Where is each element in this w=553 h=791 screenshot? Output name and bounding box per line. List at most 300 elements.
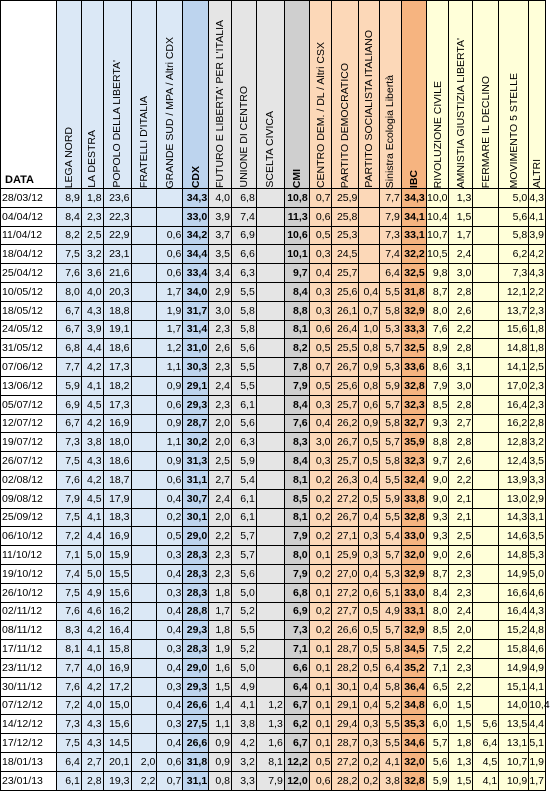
value-cell: 8,4: [284, 282, 309, 301]
value-cell: 0,3: [359, 546, 380, 565]
value-cell: 30,2: [183, 433, 209, 452]
value-cell: 16,9: [103, 414, 131, 433]
value-cell: 0,4: [309, 264, 332, 283]
value-cell: 6,3: [231, 433, 256, 452]
value-cell: 6,7: [284, 734, 309, 753]
value-cell: 5,0: [529, 564, 546, 583]
value-cell: 2,4: [449, 245, 473, 264]
value-cell: [131, 207, 157, 226]
value-cell: 4,3: [529, 602, 546, 621]
value-cell: 2,3: [209, 320, 232, 339]
value-cell: 35,3: [401, 715, 426, 734]
value-cell: 32,5: [401, 264, 426, 283]
value-cell: 1,7: [209, 602, 232, 621]
value-cell: 30,1: [183, 508, 209, 527]
value-cell: [473, 621, 499, 640]
value-cell: 4,0: [81, 658, 103, 677]
value-cell: 2,5: [529, 358, 546, 377]
value-cell: 6,3: [231, 264, 256, 283]
value-cell: 15,8: [103, 640, 131, 659]
value-cell: 7,3: [380, 226, 402, 245]
table-row: [1, 207, 546, 226]
value-cell: 33,1: [401, 226, 426, 245]
date-cell: 14/12/12: [1, 715, 57, 734]
value-cell: [131, 546, 157, 565]
value-cell: 3,9: [209, 207, 232, 226]
table-row: [1, 226, 546, 245]
value-cell: 26,2: [332, 414, 359, 433]
value-cell: 34,2: [183, 226, 209, 245]
value-cell: 7,5: [56, 508, 81, 527]
value-cell: [473, 489, 499, 508]
value-cell: 2,3: [209, 546, 232, 565]
table-body: [1, 189, 550, 791]
value-cell: 4,2: [81, 470, 103, 489]
value-cell: 10,6: [284, 226, 309, 245]
value-cell: 18,6: [103, 339, 131, 358]
value-cell: 8,1: [284, 470, 309, 489]
value-cell: 3,5: [209, 245, 232, 264]
table-row: [1, 715, 546, 734]
value-cell: 10,5: [426, 245, 449, 264]
value-cell: 2,3: [529, 301, 546, 320]
value-cell: 2,3: [529, 395, 546, 414]
value-cell: 5,0: [499, 189, 529, 208]
value-cell: 1,5: [209, 677, 232, 696]
value-cell: 7,3: [284, 621, 309, 640]
value-cell: 0,1: [309, 583, 332, 602]
value-cell: 7,6: [56, 264, 81, 283]
value-cell: 29,0: [183, 527, 209, 546]
value-cell: 13,5: [499, 715, 529, 734]
value-cell: 5,3: [380, 320, 402, 339]
value-cell: 1,7: [449, 226, 473, 245]
value-cell: 6,6: [284, 658, 309, 677]
value-cell: 7,5: [56, 734, 81, 753]
value-cell: 0,6: [157, 470, 183, 489]
value-cell: 17,2: [103, 677, 131, 696]
value-cell: 18,6: [103, 452, 131, 471]
value-cell: [359, 245, 380, 264]
value-cell: [256, 564, 284, 583]
value-cell: 0,5: [359, 452, 380, 471]
value-cell: 16,9: [103, 527, 131, 546]
value-cell: 0,4: [359, 282, 380, 301]
value-cell: 33,0: [183, 207, 209, 226]
value-cell: 11,3: [284, 207, 309, 226]
value-cell: 32,9: [401, 564, 426, 583]
value-cell: 3,0: [309, 433, 332, 452]
value-cell: 5,8: [499, 226, 529, 245]
value-cell: 13,9: [499, 470, 529, 489]
date-cell: 05/07/12: [1, 395, 57, 414]
value-cell: 25,5: [332, 339, 359, 358]
value-cell: 5,9: [380, 376, 402, 395]
value-cell: 32,3: [401, 452, 426, 471]
value-cell: 12,0: [284, 771, 309, 790]
value-cell: 32,9: [401, 621, 426, 640]
value-cell: [131, 414, 157, 433]
value-cell: 2,3: [209, 395, 232, 414]
value-cell: 5,6: [231, 414, 256, 433]
value-cell: 5,9: [231, 452, 256, 471]
value-cell: [473, 452, 499, 471]
table-row: [1, 452, 546, 471]
value-cell: 7,4: [56, 564, 81, 583]
value-cell: 5,8: [380, 414, 402, 433]
value-cell: 15,2: [499, 621, 529, 640]
value-cell: 15,6: [103, 583, 131, 602]
value-cell: 2,6: [449, 301, 473, 320]
table-row: [1, 677, 546, 696]
value-cell: 4,1: [81, 640, 103, 659]
value-cell: 10,4: [529, 696, 546, 715]
value-cell: 16,2: [499, 414, 529, 433]
value-cell: 0,5: [359, 658, 380, 677]
value-cell: 14,0: [499, 696, 529, 715]
value-cell: 1,8: [529, 320, 546, 339]
value-cell: 26,3: [332, 470, 359, 489]
col-header-pd: PARTITO DEMOCRATICO: [332, 1, 359, 189]
value-cell: 4,1: [81, 376, 103, 395]
value-cell: 2,6: [449, 452, 473, 471]
value-cell: [473, 264, 499, 283]
value-cell: 0,9: [209, 752, 232, 771]
date-cell: 07/06/12: [1, 358, 57, 377]
date-cell: 09/08/12: [1, 489, 57, 508]
value-cell: 7,5: [426, 640, 449, 659]
date-header: DATA: [1, 1, 57, 189]
value-cell: 6,1: [56, 771, 81, 790]
value-cell: 0,7: [157, 771, 183, 790]
value-cell: 5,6: [473, 715, 499, 734]
value-cell: 5,8: [380, 452, 402, 471]
value-cell: 3,8: [81, 433, 103, 452]
table-row: [1, 602, 546, 621]
value-cell: 4,3: [81, 452, 103, 471]
value-cell: [473, 564, 499, 583]
value-cell: 0,2: [157, 508, 183, 527]
value-cell: 32,8: [401, 508, 426, 527]
value-cell: 24,5: [332, 245, 359, 264]
value-cell: 3,0: [449, 264, 473, 283]
value-cell: 1,2: [256, 696, 284, 715]
value-cell: 13,1: [499, 734, 529, 753]
value-cell: 8,8: [284, 301, 309, 320]
value-cell: [256, 376, 284, 395]
value-cell: 0,1: [309, 658, 332, 677]
value-cell: 7,3: [56, 433, 81, 452]
value-cell: 34,6: [401, 734, 426, 753]
value-cell: 19,3: [103, 771, 131, 790]
value-cell: [256, 452, 284, 471]
table-row: [1, 282, 546, 301]
value-cell: 1,4: [209, 696, 232, 715]
date-cell: 25/09/12: [1, 508, 57, 527]
value-cell: 15,6: [103, 715, 131, 734]
value-cell: 1,1: [157, 433, 183, 452]
value-cell: 5,5: [380, 734, 402, 753]
value-cell: 4,9: [529, 658, 546, 677]
table-row: [1, 245, 546, 264]
value-cell: 0,5: [359, 640, 380, 659]
value-cell: 4,2: [81, 414, 103, 433]
value-cell: 7,1: [284, 640, 309, 659]
value-cell: 26,4: [332, 320, 359, 339]
value-cell: [131, 489, 157, 508]
value-cell: 1,9: [529, 752, 546, 771]
value-cell: 36,4: [401, 677, 426, 696]
value-cell: 7,9: [284, 527, 309, 546]
value-cell: 6,4: [284, 677, 309, 696]
value-cell: 14,3: [499, 508, 529, 527]
value-cell: 1,7: [157, 282, 183, 301]
value-cell: 1,3: [449, 189, 473, 208]
value-cell: 16,4: [499, 602, 529, 621]
col-header-cmi: CMI: [284, 1, 309, 189]
value-cell: 29,3: [183, 395, 209, 414]
value-cell: 0,3: [157, 546, 183, 565]
value-cell: 16,4: [499, 395, 529, 414]
value-cell: 0,6: [309, 207, 332, 226]
value-cell: 8,1: [256, 752, 284, 771]
value-cell: 2,6: [449, 546, 473, 565]
value-cell: [131, 189, 157, 208]
value-cell: 8,0: [56, 282, 81, 301]
value-cell: 34,1: [401, 207, 426, 226]
value-cell: 32,0: [401, 546, 426, 565]
value-cell: 2,2: [449, 470, 473, 489]
table-row: [1, 301, 546, 320]
value-cell: 4,4: [81, 339, 103, 358]
value-cell: 13,0: [499, 489, 529, 508]
date-cell: 12/07/12: [1, 414, 57, 433]
value-cell: 2,9: [529, 489, 546, 508]
value-cell: 25,3: [332, 226, 359, 245]
value-cell: 0,2: [309, 527, 332, 546]
value-cell: 4,3: [81, 715, 103, 734]
value-cell: 22,9: [103, 226, 131, 245]
value-cell: 4,4: [529, 715, 546, 734]
value-cell: 27,7: [332, 602, 359, 621]
value-cell: 14,8: [499, 546, 529, 565]
value-cell: 7,6: [284, 414, 309, 433]
value-cell: 2,4: [209, 489, 232, 508]
value-cell: 14,1: [499, 358, 529, 377]
value-cell: 28,2: [332, 771, 359, 790]
value-cell: 4,4: [81, 527, 103, 546]
value-cell: 1,5: [449, 715, 473, 734]
value-cell: 2,7: [449, 414, 473, 433]
value-cell: 6,1: [231, 489, 256, 508]
value-cell: 4,1: [81, 508, 103, 527]
table-row: [1, 583, 546, 602]
value-cell: 31,1: [183, 771, 209, 790]
value-cell: 0,6: [359, 395, 380, 414]
date-cell: 28/03/12: [1, 189, 57, 208]
value-cell: [131, 358, 157, 377]
value-cell: 7,4: [231, 207, 256, 226]
value-cell: 34,3: [401, 189, 426, 208]
table-row: [1, 395, 546, 414]
date-cell: 26/10/12: [1, 583, 57, 602]
value-cell: 2,1: [449, 508, 473, 527]
value-cell: 5,1: [380, 583, 402, 602]
value-cell: 8,4: [284, 395, 309, 414]
value-cell: 12,8: [499, 433, 529, 452]
value-cell: 30,7: [183, 489, 209, 508]
value-cell: 5,0: [81, 546, 103, 565]
value-cell: 0,1: [309, 696, 332, 715]
value-cell: 32,7: [401, 414, 426, 433]
table-row: [1, 320, 546, 339]
value-cell: 0,1: [309, 546, 332, 565]
value-cell: 0,5: [309, 752, 332, 771]
value-cell: 3,3: [231, 771, 256, 790]
value-cell: 8,3: [284, 433, 309, 452]
value-cell: 6,9: [231, 226, 256, 245]
value-cell: 8,1: [284, 320, 309, 339]
value-cell: 5,9: [56, 376, 81, 395]
value-cell: 5,9: [426, 771, 449, 790]
value-cell: 9,3: [426, 414, 449, 433]
value-cell: 34,3: [183, 189, 209, 208]
value-cell: [256, 358, 284, 377]
value-cell: 1,8: [209, 621, 232, 640]
value-cell: 0,6: [157, 395, 183, 414]
value-cell: 16,2: [103, 602, 131, 621]
col-header-grande-sud: GRANDE SUD / MPA / Altri CDX: [157, 1, 183, 189]
value-cell: 4,1: [473, 771, 499, 790]
value-cell: [473, 602, 499, 621]
value-cell: [473, 433, 499, 452]
value-cell: 5,3: [380, 564, 402, 583]
date-cell: 31/05/12: [1, 339, 57, 358]
value-cell: 10,4: [426, 207, 449, 226]
value-cell: 25,9: [332, 546, 359, 565]
value-cell: 29,1: [332, 696, 359, 715]
table-row: [1, 621, 546, 640]
value-cell: 8,9: [426, 339, 449, 358]
value-cell: 29,3: [183, 677, 209, 696]
value-cell: 33,4: [183, 264, 209, 283]
value-cell: 2,8: [449, 282, 473, 301]
value-cell: 3,4: [209, 264, 232, 283]
value-cell: 4,9: [231, 677, 256, 696]
value-cell: 15,6: [499, 320, 529, 339]
value-cell: 20,1: [103, 752, 131, 771]
value-cell: 5,4: [231, 470, 256, 489]
value-cell: 0,2: [359, 771, 380, 790]
value-cell: 4,5: [473, 752, 499, 771]
table-row: [1, 658, 546, 677]
value-cell: 5,5: [380, 470, 402, 489]
value-cell: 31,7: [183, 301, 209, 320]
value-cell: 14,8: [499, 339, 529, 358]
date-cell: 23/11/12: [1, 658, 57, 677]
value-cell: 8,9: [56, 189, 81, 208]
table-row: [1, 189, 546, 208]
value-cell: [256, 226, 284, 245]
col-header-scelta-civica: SCELTA CIVICA: [256, 1, 284, 189]
value-cell: 15,9: [103, 546, 131, 565]
value-cell: 35,9: [401, 433, 426, 452]
value-cell: 0,4: [309, 414, 332, 433]
col-header-udc: UNIONE DI CENTRO: [231, 1, 256, 189]
value-cell: 28,2: [332, 658, 359, 677]
value-cell: 0,5: [309, 339, 332, 358]
value-cell: 6,9: [284, 602, 309, 621]
date-cell: 07/12/12: [1, 696, 57, 715]
value-cell: 15,5: [103, 564, 131, 583]
value-cell: 34,5: [401, 640, 426, 659]
value-cell: 0,8: [359, 339, 380, 358]
value-cell: [131, 376, 157, 395]
value-cell: 1,8: [529, 339, 546, 358]
value-cell: [256, 189, 284, 208]
col-header-la-destra: LA DESTRA: [81, 1, 103, 189]
value-cell: 0,4: [157, 734, 183, 753]
value-cell: 7,5: [56, 245, 81, 264]
value-cell: 22,3: [103, 207, 131, 226]
value-cell: 0,4: [157, 696, 183, 715]
date-cell: 08/11/12: [1, 621, 57, 640]
value-cell: 16,4: [103, 621, 131, 640]
value-cell: 8,5: [284, 489, 309, 508]
value-cell: [157, 207, 183, 226]
col-header-psi: PARTITO SOCIALISTA ITALIANO: [359, 1, 380, 189]
value-cell: 1,5: [449, 207, 473, 226]
value-cell: 0,3: [157, 640, 183, 659]
value-cell: 3,2: [81, 245, 103, 264]
date-cell: 02/08/12: [1, 470, 57, 489]
value-cell: 3,8: [380, 771, 402, 790]
value-cell: 0,2: [309, 508, 332, 527]
value-cell: [131, 696, 157, 715]
value-cell: 0,5: [359, 489, 380, 508]
value-cell: 8,5: [426, 621, 449, 640]
value-cell: 16,6: [499, 583, 529, 602]
date-cell: 18/04/12: [1, 245, 57, 264]
value-cell: [131, 677, 157, 696]
value-cell: 2,3: [449, 564, 473, 583]
value-cell: 29,1: [183, 376, 209, 395]
value-cell: [359, 226, 380, 245]
value-cell: [256, 602, 284, 621]
value-cell: 0,9: [209, 734, 232, 753]
col-header-m5s: MOVIMENTO 5 STELLE: [499, 1, 529, 189]
value-cell: 3,0: [449, 376, 473, 395]
value-cell: 0,9: [157, 452, 183, 471]
date-cell: 23/01/13: [1, 771, 57, 790]
value-cell: 26,6: [183, 696, 209, 715]
value-cell: 2,8: [449, 433, 473, 452]
value-cell: 3,7: [209, 226, 232, 245]
date-cell: 11/10/12: [1, 546, 57, 565]
value-cell: 1,3: [256, 715, 284, 734]
value-cell: [473, 527, 499, 546]
value-cell: 28,3: [183, 546, 209, 565]
value-cell: 25,7: [332, 395, 359, 414]
table-row: [1, 564, 546, 583]
value-cell: 0,8: [359, 376, 380, 395]
value-cell: [256, 621, 284, 640]
value-cell: [131, 470, 157, 489]
value-cell: 4,2: [231, 734, 256, 753]
value-cell: 1,5: [449, 771, 473, 790]
value-cell: 5,5: [231, 282, 256, 301]
value-cell: [359, 264, 380, 283]
